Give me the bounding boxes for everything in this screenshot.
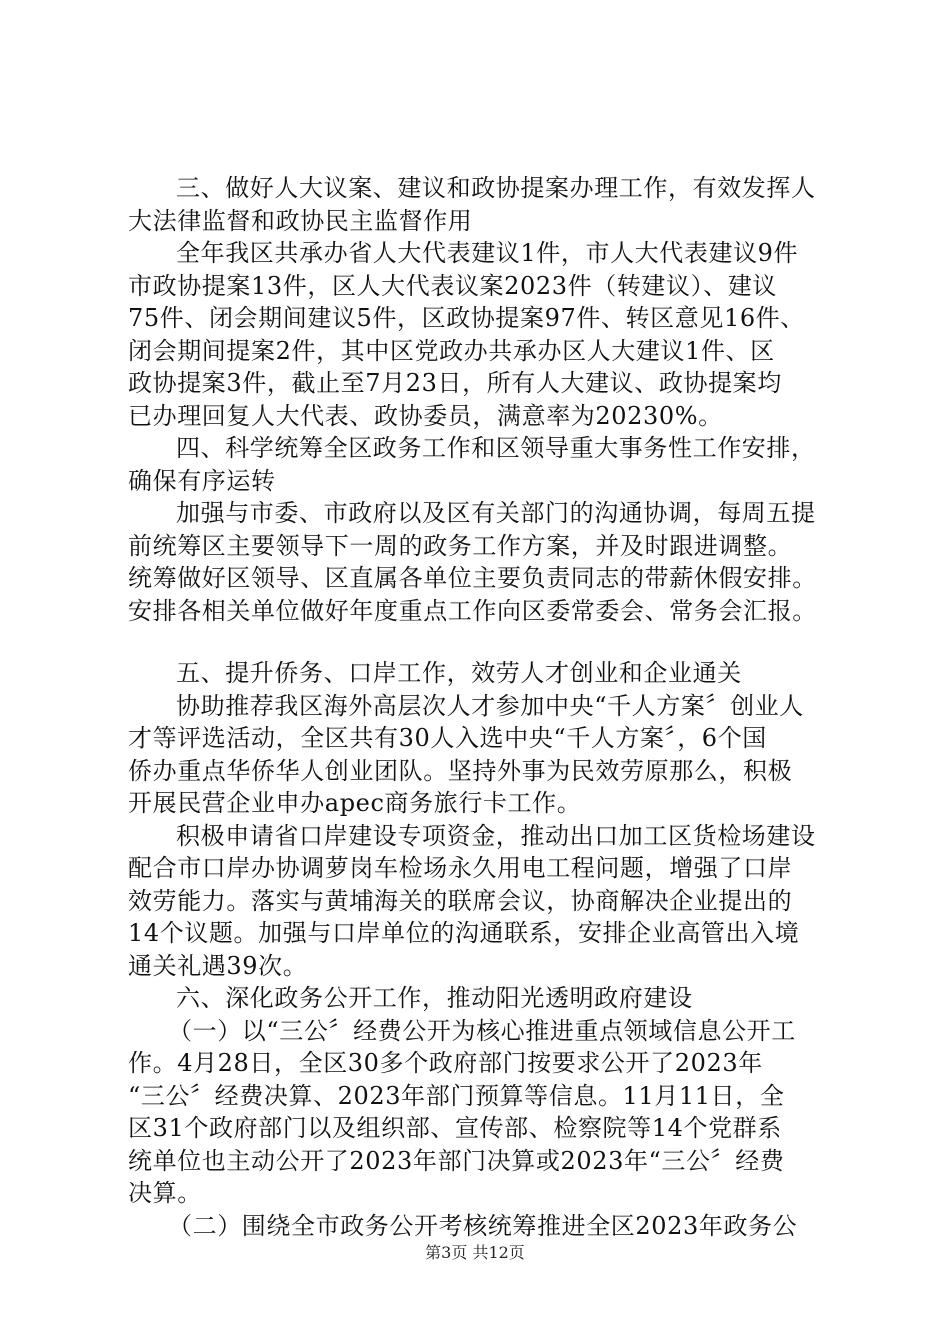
- paragraph-line: 已办理回复人大代表、政协委员，满意率为20230%。: [128, 401, 723, 430]
- document-body: [128, 172, 848, 1242]
- paragraph-line: （一）以“三公〞经费公开为核心推进重点领域信息公开工: [168, 1016, 796, 1045]
- section-heading-3-cont: 大法律监督和政协民主监督作用: [128, 206, 473, 235]
- paragraph-line: 闭会期间提案2件，其中区党政办共承办区人大建议1件、区: [128, 336, 775, 365]
- paragraph-line: 政协提案3件，截止至7月23日，所有人大建议、政协提案均: [128, 369, 782, 397]
- paragraph-line: 14个议题。加强与口岸单位的沟通联系，安排企业高管出入境: [128, 919, 800, 947]
- paragraph-line: 效劳能力。落实与黄埔海关的联席会议，协商解决企业提出的: [128, 886, 793, 915]
- paragraph-line: 加强与市委、市政府以及区有关部门的沟通协调，每周五提: [176, 499, 816, 527]
- paragraph-line: 才等评选活动，全区共有30人入选中央“千人方案〞，6个国: [128, 724, 767, 752]
- paragraph-line: 市政协提案13件，区人大代表议案2023件（转建议）、建议: [128, 271, 778, 300]
- paragraph-line: 开展民营企业申办apec商务旅行卡工作。: [128, 789, 582, 817]
- section-heading-6: 六、深化政务公开工作，推动阳光透明政府建设: [176, 984, 693, 1012]
- paragraph-line: 作。4月28日，全区30多个政府部门按要求公开了2023年: [128, 1049, 763, 1077]
- section-heading-5: 五、提升侨务、口岸工作，效劳人才创业和企业通关: [176, 659, 742, 687]
- section-heading-4-cont: 确保有序运转: [128, 466, 276, 495]
- paragraph-line: 前统筹区主要领导下一周的政务工作方案，并及时跟进调整。: [128, 531, 793, 560]
- paragraph-line: 75件、闭会期间建议5件，区政协提案97件、转区意见16件、: [128, 304, 805, 332]
- paragraph-line: 全年我区共承办省人大代表建议1件，市人大代表建议9件: [176, 239, 799, 267]
- paragraph-line: 区31个政府部门以及组织部、宣传部、检察院等14个党群系: [128, 1114, 782, 1142]
- paragraph-line: 统筹做好区领导、区直属各单位主要负责同志的带薪休假安排。: [128, 564, 817, 592]
- paragraph-line: 积极申请省口岸建设专项资金，推动出口加工区货检场建设: [176, 821, 816, 850]
- paragraph-line: 决算。: [128, 1179, 202, 1207]
- paragraph-line: 侨办重点华侨华人创业团队。坚持外事为民效劳原那么，积极: [128, 756, 793, 785]
- paragraph-line: 安排各相关单位做好年度重点工作向区委常委会、常务会汇报。: [128, 596, 817, 625]
- paragraph-line: “三公〞经费决算、2023年部门预算等信息。11月11日，全: [128, 1081, 785, 1110]
- section-heading-3: 三、做好人大议案、建议和政协提案办理工作，有效发挥人: [176, 174, 816, 202]
- paragraph-line: （二）围绕全市政务公开考核统筹推进全区2023年政务公: [168, 1211, 798, 1240]
- paragraph-line: 配合市口岸办协调萝岗车检场永久用电工程问题，增强了口岸: [128, 854, 793, 882]
- paragraph-line: 通关礼遇39次。: [128, 951, 308, 980]
- paragraph-line: 协助推荐我区海外高层次人才参加中央“千人方案〞创业人: [176, 691, 804, 720]
- paragraph-line: 统单位也主动公开了2023年部门决算或2023年“三公〞经费: [128, 1146, 785, 1175]
- section-heading-4: 四、科学统筹全区政务工作和区领导重大事务性工作安排，: [176, 434, 816, 462]
- paragraph-gap: [128, 627, 848, 657]
- page-footer: 第3页 共12页: [425, 1243, 525, 1262]
